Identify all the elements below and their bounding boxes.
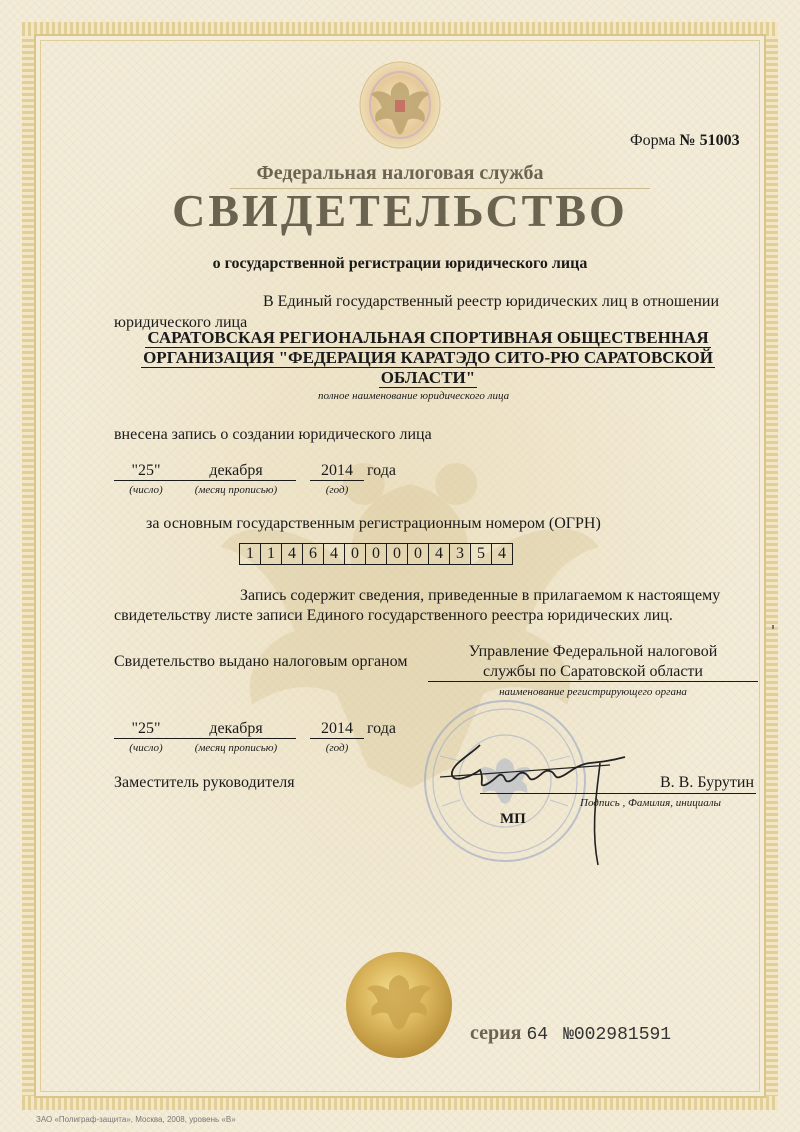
ogrn-digit: 0: [365, 543, 387, 565]
ogrn-digit: 0: [344, 543, 366, 565]
serial-block: [470, 1022, 671, 1045]
ogrn-digit: 0: [386, 543, 408, 565]
form-label: Форма: [630, 132, 676, 149]
document-title: СВИДЕТЕЛЬСТВО: [172, 185, 628, 236]
ogrn-digit: 5: [470, 543, 492, 565]
state-emblem-icon: [357, 60, 443, 150]
record-day-caption: (число): [129, 484, 163, 496]
record-year: 2014: [310, 462, 364, 481]
issued-year: 2014: [310, 720, 364, 739]
ogrn-label: за основным государственным регистрационным номером (ОГРН): [146, 515, 601, 532]
org-name-caption: полное наименование юридического лица: [318, 390, 510, 402]
org-name-line-3: ОБЛАСТИ": [380, 368, 476, 387]
issued-day-caption: (число): [129, 742, 163, 754]
issued-month: декабря: [176, 720, 296, 739]
issued-day: "25": [114, 720, 178, 739]
ogrn-digit: 3: [449, 543, 471, 565]
serial-number: №002981591: [563, 1025, 672, 1045]
record-month: декабря: [176, 462, 296, 481]
note-line-1: Запись содержит сведения, приведенные в прилагаемом к настоящему: [240, 587, 721, 604]
signer-position: Заместитель руководителя: [114, 774, 295, 791]
serial-series: 64: [526, 1025, 549, 1045]
issued-label: Свидетельство выдано налоговым органом: [114, 653, 408, 670]
record-day: "25": [114, 462, 178, 481]
ink-dot: [772, 625, 774, 629]
ogrn-digit: 4: [281, 543, 303, 565]
ogrn-digit: 4: [491, 543, 513, 565]
ogrn-digit: 0: [407, 543, 429, 565]
issuing-authority-line-2: службы по Саратовской области: [428, 663, 758, 682]
ogrn-digit: 1: [260, 543, 282, 565]
ogrn-digit: 1: [239, 543, 261, 565]
issuing-authority-caption: наименование регистрирующего органа: [499, 686, 687, 698]
org-name-line-1: САРАТОВСКАЯ РЕГИОНАЛЬНАЯ СПОРТИВНАЯ ОБЩЕСТВЕННАЯ: [147, 328, 709, 347]
record-month-caption: (месяц прописью): [194, 484, 278, 496]
signature-caption: Подпись , Фамилия, инициалы: [580, 797, 721, 809]
issued-year-word: года: [367, 720, 396, 737]
ogrn-digit: 6: [302, 543, 324, 565]
document-subtitle: о государственной регистрации юридического лица: [212, 255, 588, 272]
ogrn-digit: 4: [428, 543, 450, 565]
agency-name: Федеральная налоговая служба: [256, 162, 544, 184]
signer-name: В. В. Бурутин: [660, 774, 755, 791]
note-line-2: свидетельству листе записи Единого государственного реестра юридических лиц.: [114, 607, 673, 624]
org-name-line-2: ОРГАНИЗАЦИЯ "ФЕДЕРАЦИЯ КАРАТЭДО СИТО-РЮ САРАТОВСКОЙ: [143, 348, 713, 367]
signature-line: [480, 793, 756, 794]
record-year-word: года: [367, 462, 396, 479]
serial-label: серия: [470, 1022, 522, 1044]
printer-footer: ЗАО «Полиграф-защита», Москва, 2008, уровень «В»: [36, 1115, 236, 1124]
gold-seal-icon: [344, 950, 454, 1060]
issuing-authority-line-1: Управление Федеральной налоговой: [468, 643, 718, 660]
stamp-label: МП: [500, 811, 526, 827]
issued-year-caption: (год): [325, 742, 349, 754]
organization-name: [128, 328, 728, 388]
form-number-value: № 51003: [679, 132, 740, 149]
intro-line-1: В Единый государственный реестр юридических лиц в отношении: [263, 293, 720, 310]
form-number: [630, 132, 740, 150]
ogrn-digit: 4: [323, 543, 345, 565]
ogrn-number: [240, 543, 513, 565]
intro-line-2: юридического лица: [114, 314, 248, 331]
record-year-caption: (год): [325, 484, 349, 496]
issued-month-caption: (месяц прописью): [194, 742, 278, 754]
record-text: внесена запись о создании юридического лица: [114, 426, 432, 443]
